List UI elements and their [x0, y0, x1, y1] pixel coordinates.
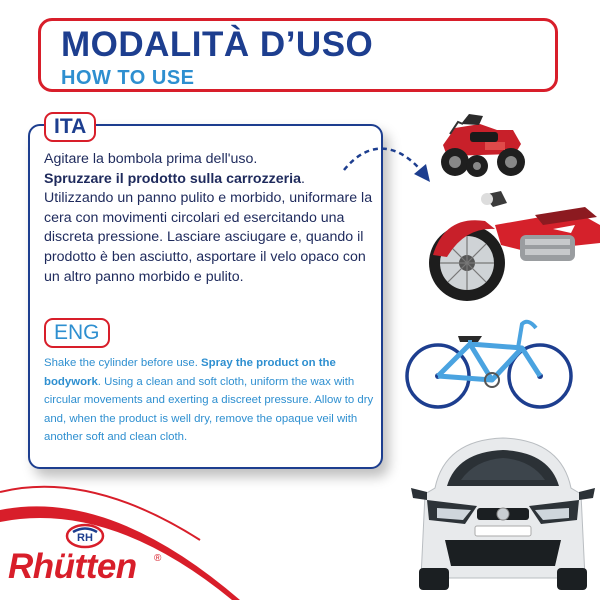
- ita-line2-end: .: [301, 170, 305, 187]
- brand-registered: ®: [154, 553, 162, 564]
- brand-name: Rhütten: [8, 547, 137, 586]
- ita-tag: ITA: [44, 112, 96, 142]
- title-box: [38, 18, 558, 92]
- brand-logo: [8, 523, 168, 593]
- atv-icon: [425, 110, 535, 185]
- brand-mark-icon: [65, 523, 105, 549]
- motorcycle-icon: [425, 185, 600, 315]
- arrow-icon: [340, 130, 435, 190]
- eng-part2: . Using a clean and soft cloth, uniform the wax with circular movements and exerting a discreet pressure. Allow to dry and, when the product is well dry, remove the opaque veil with another soft and clean cloth.: [44, 375, 374, 444]
- page-title: MODALITÀ D’USO: [61, 25, 374, 64]
- page-subtitle: HOW TO USE: [61, 67, 195, 89]
- ita-bold-line: Spruzzare il prodotto sulla carrozzeria: [44, 170, 302, 187]
- car-icon: [405, 428, 600, 598]
- eng-instructions: [44, 354, 374, 447]
- eng-part1: Shake the cylinder before use.: [44, 357, 202, 369]
- eng-bold: Spray the product on the bodywork: [44, 357, 336, 388]
- ita-line1: Agitare la bombola prima dell'uso.: [44, 151, 258, 167]
- bicycle-icon: [400, 318, 580, 413]
- eng-tag: ENG: [44, 318, 110, 348]
- ita-rest: Utilizzando un panno pulito e morbido, uniformare la cera con movimenti circolari ed esercitando una discreta pressione. Lasciare asciugare e, quando il prodotto è ben asciutto, asportare il velo opaco con un altro panno morbido e pulito.: [44, 190, 373, 285]
- brand-mark-text: RH: [77, 532, 93, 544]
- ita-instructions: [44, 150, 374, 287]
